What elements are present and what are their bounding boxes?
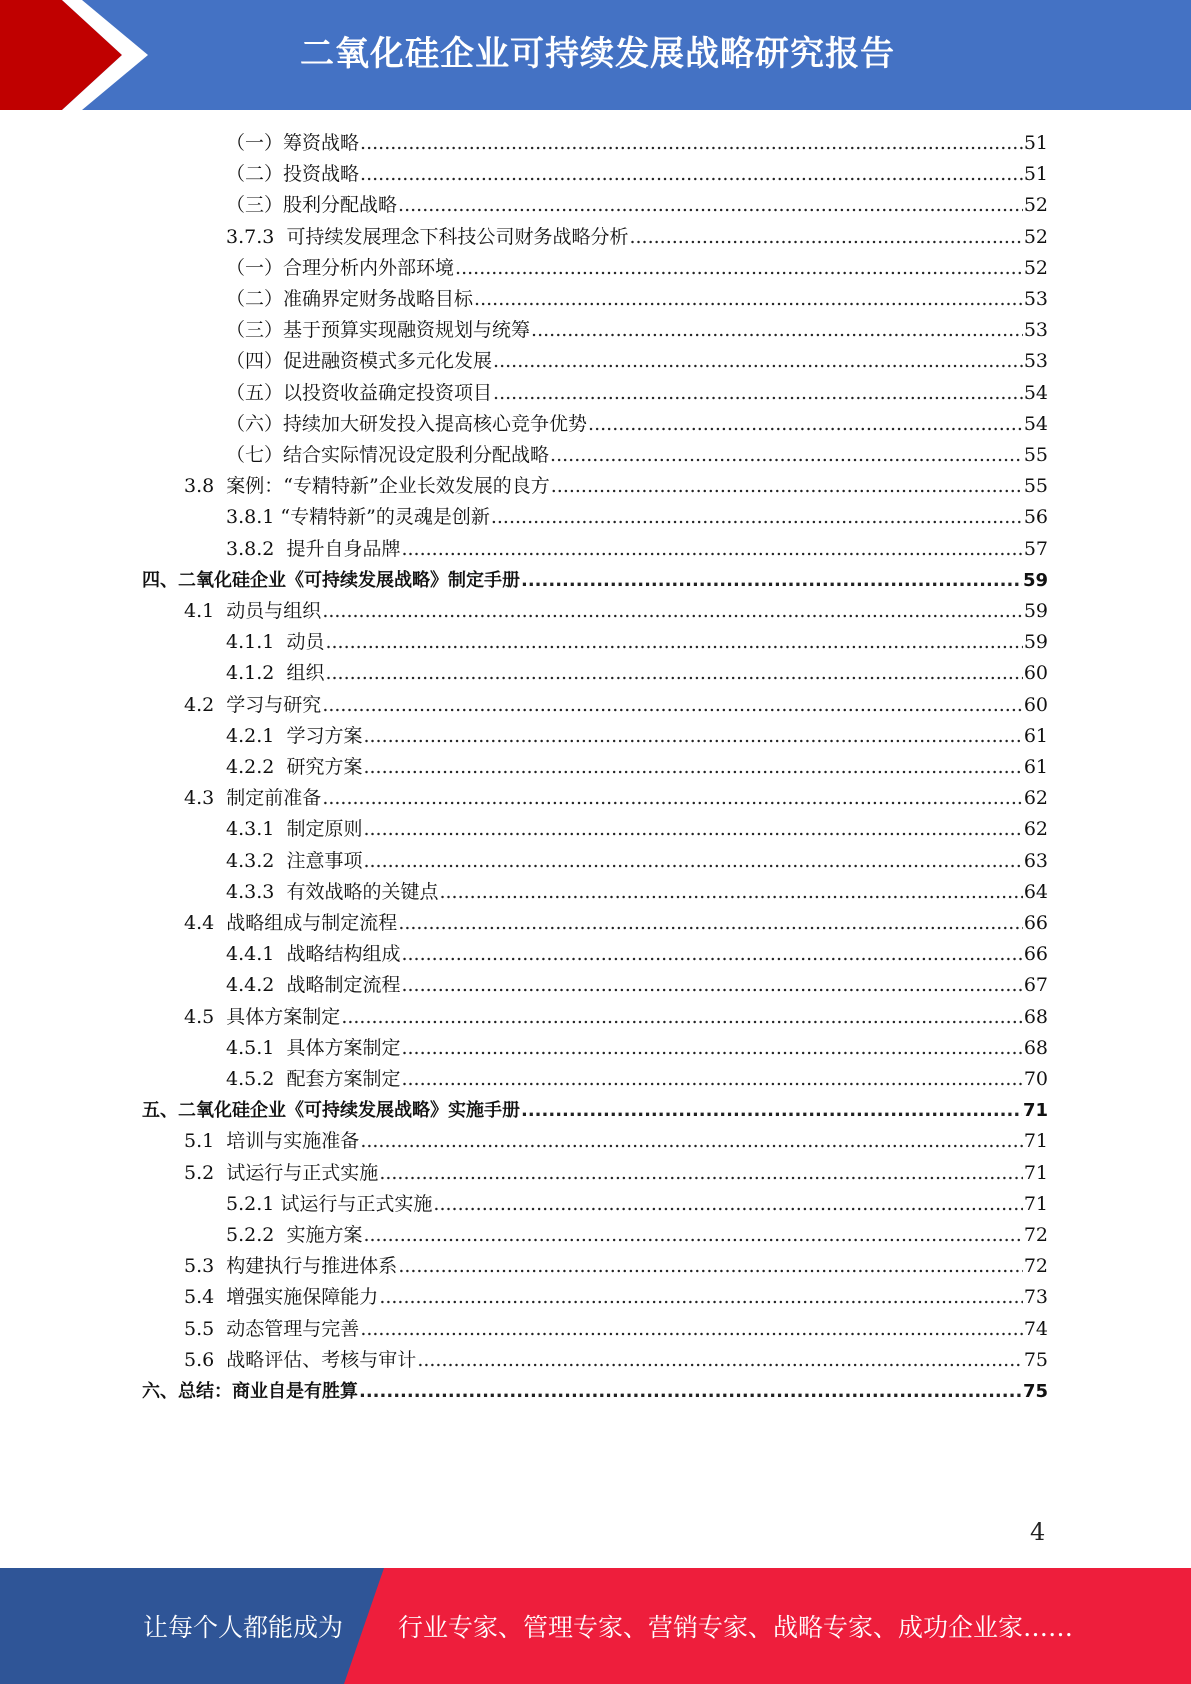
toc-dot-leader (401, 1033, 1022, 1064)
toc-entry[interactable] (226, 627, 1048, 658)
toc-dot-leader (360, 1126, 1023, 1157)
toc-entry-title: 有效战略的关键点 (286, 880, 439, 903)
toc-entry-title: 战略结构组成 (286, 943, 401, 966)
toc-entry[interactable] (226, 877, 1048, 908)
toc-entry-number: 4.3 (184, 787, 227, 810)
toc-entry-number: 4.4.1 (226, 943, 287, 966)
toc-entry[interactable] (184, 596, 1048, 627)
toc-entry-title: 促进融资模式多元化发展 (283, 350, 493, 373)
toc-dot-leader (551, 471, 1023, 502)
toc-entry-number: 5.5 (184, 1317, 227, 1340)
toc-entry-title: 股利分配战略 (283, 194, 398, 217)
toc-dot-leader (363, 1220, 1022, 1251)
toc-entry-title: 组织 (286, 662, 325, 685)
toc-dot-leader (401, 970, 1022, 1001)
toc-entry-page: 71 (1023, 1130, 1048, 1153)
toc-dot-leader (379, 1158, 1023, 1189)
toc-entry-title: 以投资收益确定投资项目 (283, 381, 493, 404)
toc-entry[interactable] (226, 814, 1048, 845)
toc-entry-page: 68 (1023, 1036, 1048, 1059)
toc-entry-number: （四） (226, 350, 284, 373)
toc-dot-leader (521, 1095, 1022, 1126)
toc-entry-number: 5.1 (184, 1130, 227, 1153)
toc-entry-number: （三） (226, 319, 284, 342)
toc-entry-page: 72 (1023, 1255, 1048, 1278)
toc-entry-number: 4.4.2 (226, 974, 287, 997)
toc-dot-leader (363, 721, 1022, 752)
toc-entry[interactable] (184, 1282, 1048, 1313)
toc-dot-leader (401, 534, 1022, 565)
toc-entry-page: 63 (1023, 849, 1048, 872)
toc-entry-page: 71 (1022, 1100, 1048, 1122)
toc-entry-page: 66 (1023, 943, 1048, 966)
toc-entry[interactable] (226, 534, 1048, 565)
toc-entry-page: 61 (1023, 756, 1048, 778)
toc-dot-leader (379, 1282, 1023, 1313)
toc-entry-page: 53 (1023, 288, 1048, 310)
toc-entry-page: 62 (1023, 787, 1048, 810)
toc-dot-leader (359, 1376, 1022, 1407)
toc-entry-title: 总结：商业自是有胜算 (178, 1381, 358, 1402)
toc-dot-leader (322, 690, 1023, 721)
toc-entry-title: 战略组成与制定流程 (226, 912, 398, 934)
toc-entry[interactable] (226, 409, 1048, 440)
toc-entry-page: 60 (1023, 662, 1048, 685)
toc-dot-leader (398, 908, 1023, 939)
toc-dot-leader (325, 627, 1022, 658)
toc-entry-page: 75 (1022, 1381, 1048, 1402)
toc-entry[interactable] (226, 846, 1048, 877)
toc-entry-title: “专精特新”的灵魂是创新 (280, 506, 490, 529)
toc-entry[interactable] (184, 783, 1048, 814)
toc-dot-leader (491, 502, 1023, 533)
toc-entry-number: 4.2.2 (226, 756, 287, 778)
toc-entry-title: 制定原则 (286, 818, 363, 841)
footer-slogan-right: 行业专家、管理专家、营销专家、战略专家、成功企业家…… (398, 1613, 1074, 1642)
toc-entry-number: 5.4 (184, 1286, 227, 1309)
toc-entry-title: 筹资战略 (283, 132, 360, 154)
toc-entry-page: 71 (1023, 1192, 1048, 1215)
toc-entry-number: 3.7.3 (226, 225, 287, 248)
toc-dot-leader (398, 1251, 1023, 1282)
toc-entry[interactable] (226, 721, 1048, 752)
toc-entry[interactable] (226, 253, 1048, 284)
toc-entry[interactable] (226, 658, 1048, 689)
toc-entry-title: 注意事项 (286, 849, 363, 872)
toc-dot-leader (341, 1002, 1023, 1033)
toc-entry-page: 59 (1023, 631, 1048, 654)
toc-dot-leader (493, 346, 1023, 377)
toc-entry-title: 培训与实施准备 (226, 1130, 360, 1153)
toc-entry[interactable] (184, 1345, 1048, 1376)
toc-entry-page: 51 (1023, 163, 1048, 186)
toc-entry-page: 73 (1023, 1286, 1048, 1309)
toc-entry-number: （三） (226, 194, 284, 217)
toc-entry[interactable] (184, 471, 1048, 502)
toc-entry-page: 75 (1023, 1348, 1048, 1371)
toc-entry-page: 53 (1023, 350, 1048, 373)
toc-dot-leader (401, 1064, 1022, 1095)
toc-entry-number: 3.8.1 (226, 506, 281, 529)
toc-entry[interactable] (226, 1220, 1048, 1251)
toc-entry-page: 55 (1023, 444, 1048, 466)
toc-entry-page: 61 (1023, 724, 1048, 747)
toc-entry[interactable] (184, 1158, 1048, 1189)
toc-dot-leader (360, 128, 1023, 159)
toc-entry-page: 55 (1023, 475, 1048, 498)
toc-entry[interactable] (226, 378, 1048, 409)
toc-entry[interactable] (184, 1314, 1048, 1345)
toc-entry-number: （二） (226, 288, 284, 310)
toc-entry-title: 可持续发展理念下科技公司财务战略分析 (286, 225, 629, 248)
toc-entry-title: 战略制定流程 (286, 974, 401, 997)
toc-entry-number: 5.2.1 (226, 1192, 281, 1215)
toc-dot-leader (398, 190, 1023, 221)
toc-entry[interactable] (226, 1064, 1048, 1095)
toc-entry-title: 研究方案 (286, 756, 363, 778)
toc-entry-title: 动员 (286, 631, 325, 654)
toc-entry-number: 4.1.1 (226, 631, 287, 654)
toc-entry-title: 合理分析内外部环境 (283, 256, 455, 279)
toc-entry[interactable] (184, 1126, 1048, 1157)
toc-entry-number: （五） (226, 381, 284, 404)
toc-entry-page: 59 (1022, 569, 1048, 591)
toc-entry-number: 5.2 (184, 1161, 227, 1184)
toc-entry-title: 增强实施保障能力 (226, 1286, 379, 1309)
toc-entry[interactable] (184, 1002, 1048, 1033)
toc-entry-page: 52 (1023, 194, 1048, 217)
toc-entry-page: 74 (1023, 1317, 1048, 1340)
toc-dot-leader (629, 222, 1022, 253)
toc-entry-title: 二氧化硅企业《可持续发展战略》实施手册 (178, 1100, 520, 1122)
toc-entry[interactable] (226, 159, 1048, 190)
toc-entry-page: 66 (1023, 912, 1048, 934)
toc-entry-page: 67 (1023, 974, 1048, 997)
toc-entry[interactable] (226, 1033, 1048, 1064)
toc-entry-number: 4.5 (184, 1005, 227, 1028)
toc-dot-leader (325, 658, 1022, 689)
page-number: 4 (1030, 1518, 1046, 1546)
toc-entry-number: （七） (226, 444, 284, 466)
toc-entry[interactable] (226, 440, 1048, 471)
toc-entry[interactable] (226, 939, 1048, 970)
toc-entry-number: 4.5.1 (226, 1036, 287, 1059)
toc-entry-page: 51 (1023, 132, 1048, 154)
toc-entry-title: 配套方案制定 (286, 1068, 401, 1090)
toc-entry[interactable] (142, 1095, 1048, 1126)
toc-entry-page: 72 (1023, 1224, 1048, 1246)
toc-entry-title: 试运行与正式实施 (226, 1161, 379, 1184)
toc-entry-number: 5.2.2 (226, 1224, 287, 1246)
toc-entry-title: 构建执行与推进体系 (226, 1255, 398, 1278)
toc-entry[interactable] (184, 908, 1048, 939)
toc-entry-title: 具体方案制定 (286, 1036, 401, 1059)
toc-entry-number: 五、 (142, 1100, 178, 1122)
toc-entry[interactable] (184, 690, 1048, 721)
page-header (0, 0, 1191, 110)
toc-entry-title: 投资战略 (283, 163, 360, 186)
toc-entry-title: 学习与研究 (226, 693, 322, 716)
toc-entry-number: 4.3.3 (226, 880, 287, 903)
toc-entry-page: 53 (1023, 319, 1048, 342)
toc-entry-page: 59 (1023, 600, 1048, 622)
toc-entry[interactable] (226, 315, 1048, 346)
toc-entry-title: 制定前准备 (226, 787, 322, 810)
toc-dot-leader (433, 1189, 1022, 1220)
toc-entry-title: 持续加大研发投入提高核心竞争优势 (283, 412, 588, 435)
toc-dot-leader (439, 877, 1022, 908)
toc-dot-leader (531, 315, 1023, 346)
toc-entry-number: 4.2 (184, 693, 227, 716)
toc-dot-leader (588, 409, 1023, 440)
toc-entry-number: 4.1 (184, 600, 227, 622)
toc-entry-number: （六） (226, 412, 284, 435)
toc-entry[interactable] (184, 1251, 1048, 1282)
toc-entry-page: 68 (1023, 1005, 1048, 1028)
toc-dot-leader (550, 440, 1023, 471)
toc-entry-number: 3.8 (184, 475, 227, 498)
toc-entry-page: 70 (1023, 1068, 1048, 1090)
toc-entry-number: 4.2.1 (226, 724, 287, 747)
toc-entry[interactable] (226, 970, 1048, 1001)
toc-entry-number: 5.3 (184, 1255, 227, 1278)
toc-entry[interactable] (142, 565, 1048, 596)
toc-entry-title: 准确界定财务战略目标 (283, 288, 474, 310)
toc-entry[interactable] (226, 284, 1048, 315)
toc-entry[interactable] (226, 222, 1048, 253)
toc-entry-title: 战略评估、考核与审计 (226, 1348, 417, 1371)
toc-entry-number: 四、 (142, 569, 178, 591)
toc-entry[interactable] (226, 128, 1048, 159)
toc-entry-page: 52 (1023, 256, 1048, 279)
toc-entry-title: 二氧化硅企业《可持续发展战略》制定手册 (178, 569, 520, 591)
toc-dot-leader (363, 752, 1022, 783)
toc-entry-number: 4.5.2 (226, 1068, 287, 1090)
toc-entry[interactable] (226, 502, 1048, 533)
toc-entry-title: 结合实际情况设定股利分配战略 (283, 444, 550, 466)
toc-entry-number: （二） (226, 163, 284, 186)
toc-dot-leader (401, 939, 1022, 970)
toc-dot-leader (521, 565, 1022, 596)
toc-entry-page: 56 (1023, 506, 1048, 529)
toc-entry-number: 4.3.2 (226, 849, 287, 872)
toc-entry-title: 基于预算实现融资规划与统筹 (283, 319, 531, 342)
toc-entry-page: 62 (1023, 818, 1048, 841)
toc-entry[interactable] (226, 346, 1048, 377)
toc-dot-leader (322, 596, 1023, 627)
toc-entry-number: 六、 (142, 1381, 178, 1402)
toc-entry[interactable] (226, 1189, 1048, 1220)
toc-entry-page: 60 (1023, 693, 1048, 716)
toc-entry-title: 具体方案制定 (226, 1005, 341, 1028)
toc-entry[interactable] (142, 1376, 1048, 1407)
toc-entry-title: 实施方案 (286, 1224, 363, 1246)
toc-entry-page: 57 (1023, 537, 1048, 560)
toc-entry-page: 52 (1023, 225, 1048, 248)
toc-dot-leader (363, 814, 1022, 845)
toc-entry-number: 4.3.1 (226, 818, 287, 841)
toc-entry-title: 学习方案 (286, 724, 363, 747)
toc-dot-leader (363, 846, 1022, 877)
toc-entry-title: 案例：“专精特新”企业长效发展的良方 (226, 475, 550, 498)
toc-entry-number: 4.1.2 (226, 662, 287, 685)
toc-dot-leader (360, 159, 1023, 190)
toc-entry-page: 54 (1023, 412, 1048, 435)
toc-dot-leader (322, 783, 1023, 814)
toc-entry[interactable] (226, 752, 1048, 783)
toc-dot-leader (474, 284, 1023, 315)
page-footer (0, 1568, 1191, 1684)
toc-entry[interactable] (226, 190, 1048, 221)
toc-entry-title: 提升自身品牌 (286, 537, 401, 560)
toc-entry-number: （一） (226, 256, 284, 279)
footer-slogan-left: 让每个人都能成为 (143, 1613, 344, 1642)
toc-dot-leader (360, 1314, 1023, 1345)
toc-entry-title: 动态管理与完善 (226, 1317, 360, 1340)
toc-entry-page: 54 (1023, 381, 1048, 404)
toc-entry-page: 64 (1023, 880, 1048, 903)
toc-entry-title: 动员与组织 (226, 600, 322, 622)
toc-entry-number: （一） (226, 132, 284, 154)
toc-dot-leader (455, 253, 1023, 284)
toc-entry-number: 4.4 (184, 912, 227, 934)
toc-entry-number: 3.8.2 (226, 537, 287, 560)
toc-dot-leader (493, 378, 1023, 409)
toc-entry-title: 试运行与正式实施 (280, 1192, 433, 1215)
toc-entry-number: 5.6 (184, 1348, 227, 1371)
toc-dot-leader (417, 1345, 1023, 1376)
toc-entry-page: 71 (1023, 1161, 1048, 1184)
header-title: 二氧化硅企业可持续发展战略研究报告 (300, 34, 895, 74)
